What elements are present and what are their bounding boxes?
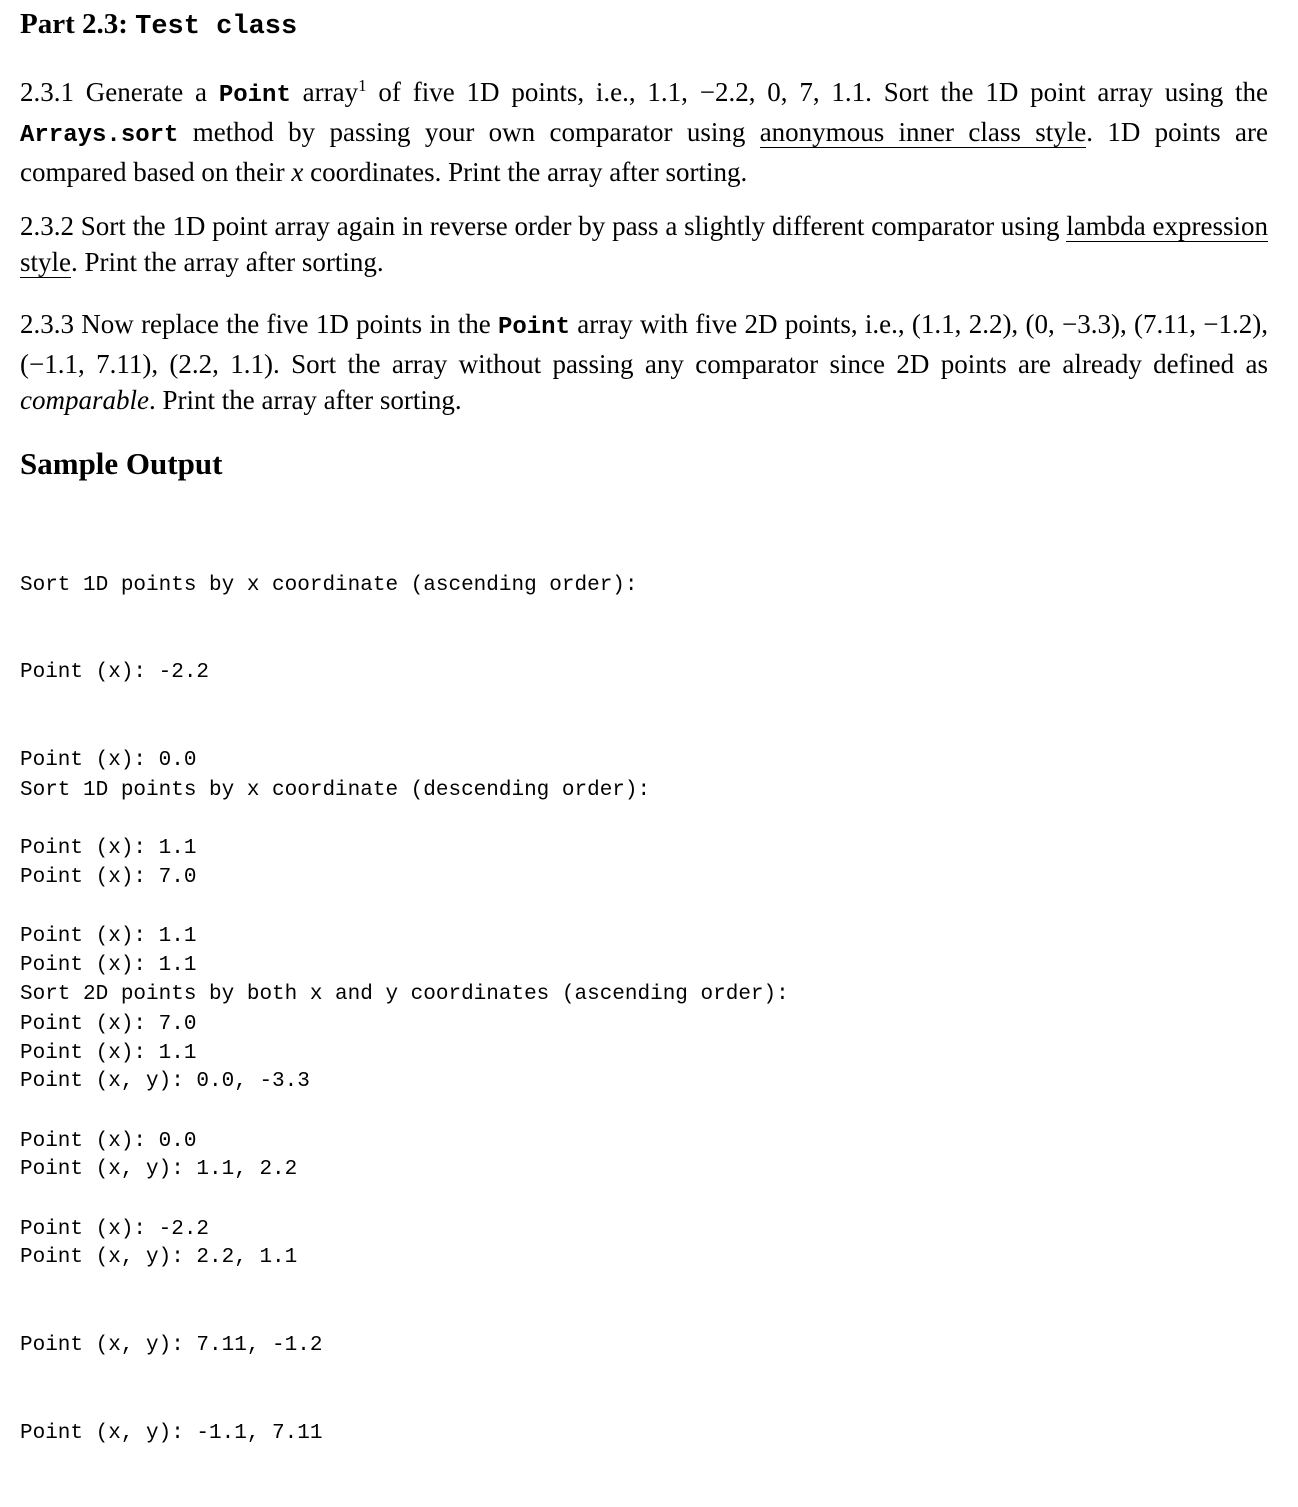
output-line: Point (x): 0.0 [20, 749, 197, 773]
section-heading-code: Test class [135, 12, 298, 42]
sample-output-title: Sample Output [20, 446, 223, 481]
footnote-marker: 1 [358, 76, 367, 95]
output-block-2d [20, 921, 789, 1507]
para2-text-1: 2.3.2 Sort the 1D point array again in reverse order by pass a slightly different comparator using [20, 211, 1067, 241]
section-heading [20, 4, 297, 47]
output-line: Point (x): -2.2 [20, 1218, 210, 1242]
para3-code-point: Point [497, 314, 570, 341]
output-line: Point (x): 1.1 [20, 954, 197, 978]
para1-text-3: of five 1D points, i.e., 1.1, −2.2, 0, 7, 1.1. Sort the 1D point array using the [366, 77, 1268, 107]
para1-text-6: coordinates. Print the array after sorting. [303, 157, 748, 187]
para3-text-1: 2.3.3 Now replace the five 1D points in the [20, 309, 498, 339]
output-block-title: Sort 1D points by x coordinate (ascending order): [20, 573, 638, 597]
output-line: Point (x): 1.1 [20, 925, 197, 949]
output-line: Point (x, y): 0.0, -3.3 [20, 1070, 310, 1094]
paragraph-2-3-2 [20, 208, 1268, 280]
output-line: Point (x, y): -1.1, 7.11 [20, 1422, 323, 1446]
para1-text-5: . 1D points are compared based on their [20, 117, 1268, 187]
output-line: Point (x, y): 2.2, 1.1 [20, 1246, 298, 1270]
para2-text-2: . Print the array after sorting. [71, 247, 384, 277]
output-block-title: Sort 1D points by x coordinate (descending order): [20, 778, 651, 802]
paragraph-2-3-1 [20, 74, 1268, 190]
output-line: Point (x): 1.1 [20, 837, 197, 861]
output-line: Point (x): 7.0 [20, 1013, 197, 1037]
paragraph-2-3-3 [20, 306, 1268, 418]
para3-emphasis-comparable: comparable [20, 385, 149, 415]
para1-underlined-anonymous-inner-class: anonymous inner class style [759, 117, 1087, 147]
output-line: Point (x): 1.1 [20, 1042, 197, 1066]
para1-text-2: array [290, 77, 359, 107]
para3-text-2: array with five 2D points, i.e., (1.1, 2.2), (0, −3.3), (7.11, −1.2), (−1.1, 7.11), (2.2, 1.1). Sort the array without passing any comparator since 2D points are already defined as [20, 309, 1268, 379]
para2-underlined-lambda-expression: lambda expression style [20, 211, 1268, 277]
para1-text-4: method by passing your own comparator using [178, 117, 760, 147]
para1-code-point: Point [218, 82, 291, 109]
output-line: Point (x): 0.0 [20, 1130, 197, 1154]
para1-variable-x: x [291, 157, 304, 187]
para1-code-arrays-sort: Arrays.sort [20, 122, 179, 149]
section-heading-prefix: Part 2.3: [20, 8, 136, 40]
para1-text-1: 2.3.1 Generate a [20, 77, 219, 107]
output-block-title: Sort 2D points by both x and y coordinates (ascending order): [20, 982, 789, 1006]
output-line: Point (x, y): 7.11, -1.2 [20, 1334, 323, 1358]
output-line: Point (x): 7.0 [20, 866, 197, 890]
output-line: Point (x, y): 1.1, 2.2 [20, 1158, 298, 1182]
output-line: Point (x): -2.2 [20, 661, 210, 685]
para3-text-3: . Print the array after sorting. [148, 385, 462, 415]
